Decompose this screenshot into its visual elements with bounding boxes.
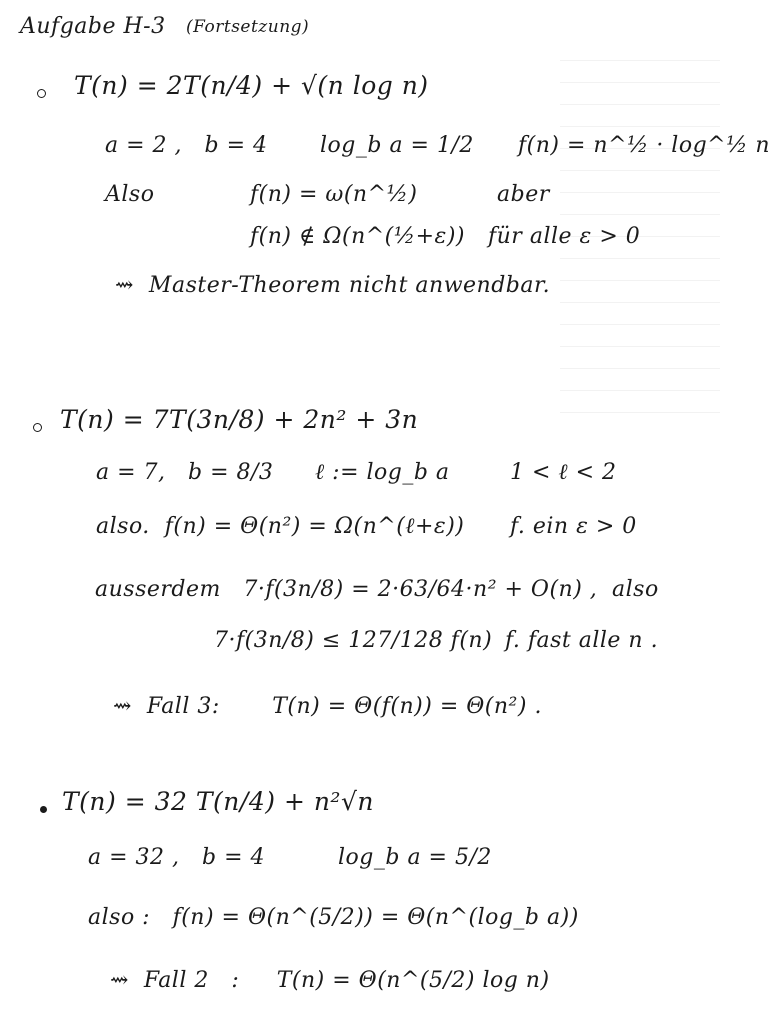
problem-1-aber: aber: [497, 182, 550, 207]
bullet-problem-2: [33, 423, 42, 432]
problem-1-notin-line: f(n) ∉ Ω(n^(½+ε)): [250, 224, 465, 249]
bullet-problem-1: [37, 89, 46, 98]
problem-1-logba: log_b a = 1/2: [320, 133, 474, 158]
problem-1-omega-line: f(n) = ω(n^½): [250, 182, 418, 207]
problem-1-recurrence: T(n) = 2T(n/4) + √(n log n): [74, 71, 429, 100]
problem-3-recurrence: T(n) = 32 T(n/4) + n²√n: [62, 787, 374, 816]
problem-2-ell: ℓ := log_b a: [315, 460, 450, 485]
problem-3-params: a = 32 , b = 4: [88, 845, 265, 870]
problem-3-logba: log_b a = 5/2: [338, 845, 492, 870]
problem-2-fast-alle: f. fast alle n .: [505, 628, 659, 653]
problem-1-conclusion: ⇝ Master-Theorem nicht anwendbar.: [115, 273, 551, 298]
problem-2-fuer-ein: f. ein ε > 0: [510, 514, 637, 539]
problem-3-fall: ⇝ Fall 2 : T(n) = Θ(n^(5/2) log n): [110, 968, 550, 993]
problem-2-ausserdem: ausserdem 7·f(3n/8) = 2·63/64·n² + O(n) ,: [95, 577, 598, 602]
problem-2-ell-range: 1 < ℓ < 2: [510, 460, 617, 485]
problem-2-inequality: 7·f(3n/8) ≤ 127/128 f(n): [214, 628, 493, 653]
problem-2-fall: ⇝ Fall 3: T(n) = Θ(f(n)) = Θ(n²) .: [113, 694, 542, 719]
problem-1-fn: f(n) = n^½ · log^½ n: [518, 133, 770, 158]
problem-2-also-short: also: [612, 577, 659, 602]
problem-1-params: a = 2 , b = 4: [105, 133, 268, 158]
problem-1-fuer-alle: für alle ε > 0: [488, 224, 641, 249]
problem-2-also-line: also. f(n) = Θ(n²) = Ω(n^(ℓ+ε)): [96, 514, 465, 539]
problem-3-also-line: also : f(n) = Θ(n^(5/2)) = Θ(n^(log_b a)): [88, 905, 579, 930]
task-subtitle: (Fortsetzung): [186, 17, 310, 37]
bullet-problem-3: [40, 806, 47, 813]
problem-2-params: a = 7, b = 8/3: [96, 460, 274, 485]
problem-1-also: Also: [105, 182, 155, 207]
task-title: Aufgabe H-3: [20, 14, 166, 39]
problem-2-recurrence: T(n) = 7T(3n/8) + 2n² + 3n: [60, 405, 419, 434]
